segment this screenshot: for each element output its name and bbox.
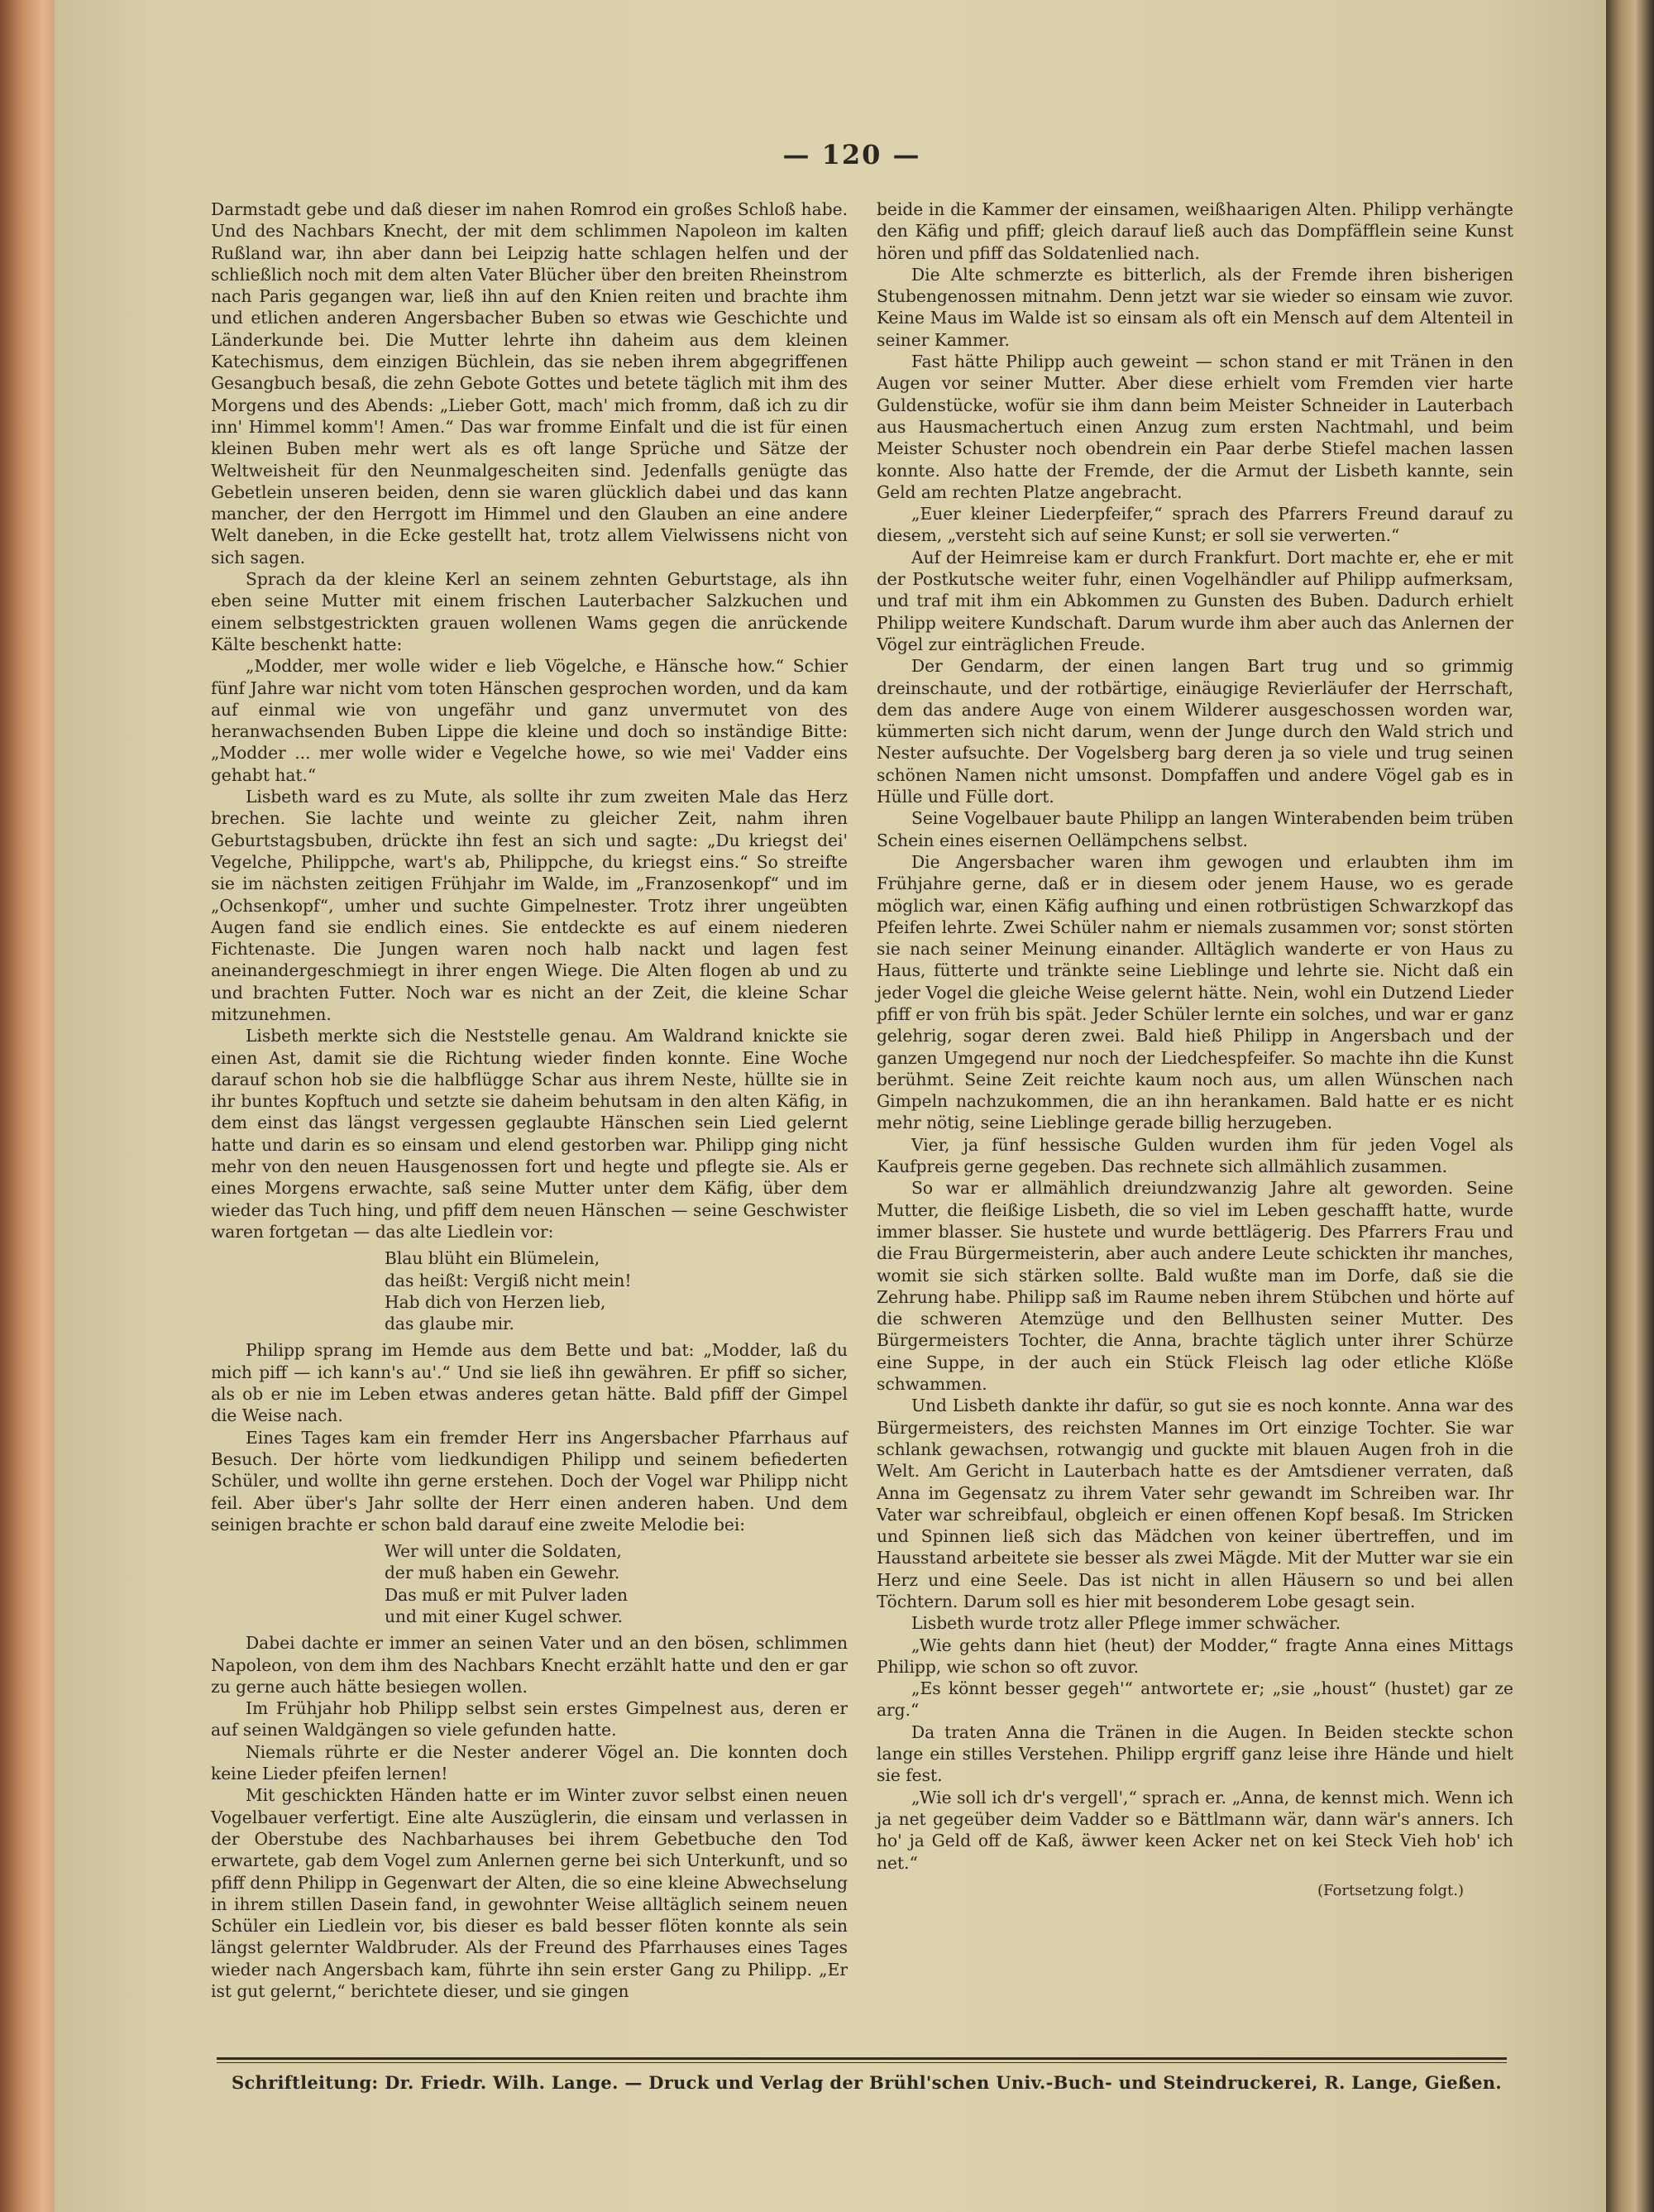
paragraph: Niemals rührte er die Nester anderer Vögel an. Die konnten doch keine Lieder pfeifen lernen! <box>211 1741 848 1784</box>
paragraph: Sprach da der kleine Kerl an seinem zehnten Geburtstage, als ihn eben seine Mutter mit einem frischen Lauterbacher Salzkuchen und einem selbstgestrickten grauen wollenen Wams gegen die anrückende Kälte beschenkt hatte: <box>211 569 848 654</box>
paragraph: Lisbeth ward es zu Mute, als sollte ihr zum zweiten Male das Herz brechen. Sie lachte und weinte zu gleicher Zeit, nahm ihren Geburtstagsbuben, drückte ihn fest an sich und sagte: „Du kriegst dei' Vegelche, Philippche, wart's ab, Philippche, du kriegst eins.“ So streifte sie im nächsten zeitigen Frühjahr im Walde, im „Franzosenkopf“ und im „Ochsenkopf“, umher und suchte Gimpelnester. Trotz ihrer ungeübten Augen fand sie endlich eines. Sie entdeckte es auf einem niederen Fichtenaste. Die Jungen waren noch halb nackt und lagen fest aneinandergeschmiegt in ihrer engen Wiege. Die Alten flogen ab und zu und brachten Futter. Noch war es nicht an der Zeit, die kleine Schar mitzunehmen. <box>211 787 848 1024</box>
paragraph: Eines Tages kam ein fremder Herr ins Angersbacher Pfarrhaus auf Besuch. Der hörte vom liedkundigen Philipp und seinem befiederten Schüler, und wollte ihn gerne erstehen. Doch der Vogel war Philipp nicht feil. Aber über's Jahr sollte der Herr einen anderen haben. Und dem seinigen brachte er schon bald darauf eine zweite Melodie bei: <box>211 1427 848 1535</box>
verse-line: das glaube mir. <box>385 1314 514 1334</box>
footer-rule <box>217 2057 1507 2063</box>
paragraph: „Modder, mer wolle wider e lieb Vögelche, e Hänsche how.“ Schier fünf Jahre war nicht vom toten Hänschen gesprochen worden, und da kam auf einmal wie von ungefähr und ganz unvermutet von des heranwachsenden Buben Lippe die kleine und doch so inständige Bitte: „Modder ... mer wolle wider e Vegelche howe, so wie mei' Vadder eins gehabt hat.“ <box>211 656 848 785</box>
verse-line: und mit einer Kugel schwer. <box>385 1606 624 1626</box>
paragraph: Auf der Heimreise kam er durch Frankfurt. Dort machte er, ehe er mit der Postkutsche weiter fuhr, einen Vogelhändler auf Philipp aufmerksam, und traf mit ihm ein Abkommen zu Gunsten des Buben. Dadurch erhielt Philipp weitere Kundschaft. Darum wurde ihm aber auch das Anlernen der Vögel zur einträglichen Freude. <box>877 547 1513 654</box>
verse-line: Das muß er mit Pulver laden <box>385 1584 629 1605</box>
paragraph: Darmstadt gebe und daß dieser im nahen Romrod ein großes Schloß habe. Und des Nachbars Knecht, der mit dem schlimmen Napoleon im kalten Rußland war, ihn aber dann bei Leipzig hatte schlagen helfen und der schließlich noch mit dem alten Vater Blücher über den breiten Rheinstrom nach Paris gegangen war, ließ ihn auf den Knien reiten und brachte ihm und etlichen anderen Angersbacher Buben so etwas wie Geschichte und Länderkunde bei. Die Mutter lehrte ihn daheim aus dem kleinen Katechismus, dem einzigen Büchlein, das sie neben ihrem abgegriffenen Gesangbuch besaß, die zehn Gebote Gottes und betete täglich mit ihm des Morgens und des Abends: „Lieber Gott, mach' mich fromm, daß ich zu dir inn' Himmel komm'! Amen.“ Das war fromme Einfalt und die ist für einen kleinen Buben mehr wert als es oft lange Sprüche und Sätze der Weltweisheit für den Neunmalgescheiten sind. Jedenfalls genügte das Gebetlein unseren beiden, denn sie waren glücklich dabei und das kann mancher, der den Herrgott im Himmel und den Glauben an eine andere Welt daneben, in die Ecke gestellt hat, trotz allem Vielwissens nicht von sich sagen. <box>211 199 848 567</box>
paragraph: Da traten Anna die Tränen in die Augen. In Beiden steckte schon lange ein stilles Verstehen. Philipp ergriff ganz leise ihre Hände und hielt sie fest. <box>877 1721 1513 1786</box>
paragraph: „Euer kleiner Liederpfeifer,“ sprach des Pfarrers Freund darauf zu diesem, „versteht sich auf seine Kunst; er soll sie verwerten.“ <box>877 504 1513 546</box>
page-number: — 120 — <box>782 139 921 170</box>
paragraph: Und Lisbeth dankte ihr dafür, so gut sie es noch konnte. Anna war des Bürgermeisters, des reichsten Mannes im Ort einzige Tochter. Sie war schlank gewachsen, rotwangig und guckte mit blauen Augen froh in die Welt. Am Gericht in Lauterbach hatte es der Amtsdiener verraten, daß Anna im Gegensatz zu ihrem Vater sehr gewandt im Schreiben war. Ihr Vater war schreibfaul, obgleich er einen offenen Kopf besaß. Im Stricken und Spinnen ließ sich das Mädchen von keiner übertreffen, und im Hausstand arbeitete sie besser als zwei Mägde. Mit der Mutter war sie ein Herz und eine Seele. Das ist nicht in allen Häusern so und bei allen Töchtern. Darum soll es hier mit besonderem Lobe gesagt sein. <box>877 1396 1513 1611</box>
verse-line: Wer will unter die Soldaten, <box>385 1541 622 1562</box>
paragraph: Im Frühjahr hob Philipp selbst sein erstes Gimpelnest aus, deren er auf seinen Waldgängen so viele gefunden hatte. <box>211 1698 848 1740</box>
continuation-note: (Fortsetzung folgt.) <box>1317 1881 1464 1899</box>
paragraph: Der Gendarm, der einen langen Bart trug und so grimmig dreinschaute, und der rotbärtige, einäugige Revierläufer der Herrschaft, dem das andere Auge von einem Wilderer ausgeschossen worden war, kümmerten sich nicht darum, wenn der Junge durch den Wald strich und Nester aufsuchte. Der Vogelsberg barg deren ja so viele und trug seinen schönen Namen nicht umsonst. Dompfaffen und andere Vögel gab es in Hülle und Fülle dort. <box>877 656 1513 807</box>
verse-block <box>385 1540 848 1627</box>
imprint-footer: Schriftleitung: Dr. Friedr. Wilh. Lange. — Druck und Verlag der Brühl'schen Univ.-Buch- und Steindruckerei, R. Lange, Gießen. <box>232 2072 1502 2093</box>
verse-line: der muß haben ein Gewehr. <box>385 1563 620 1583</box>
right-column <box>877 199 1513 1902</box>
left-column <box>211 199 848 2002</box>
paragraph: Dabei dachte er immer an seinen Vater und an den bösen, schlimmen Napoleon, von dem ihm des Nachbars Knecht erzählt hatte und den er gar zu gerne auch hätte besiegen wollen. <box>211 1633 848 1697</box>
paragraph: So war er allmählich dreiundzwanzig Jahre alt geworden. Seine Mutter, die fleißige Lisbeth, die so viel im Leben geschafft hatte, wurde immer blasser. Sie hustete und wurde bettlägerig. Des Pfarrers Frau und die Frau Bürgermeisterin, aber auch andere Leute schickten ihr manches, womit sie sich stärken sollte. Bald wußte man im Dorfe, daß sie die Zehrung habe. Philipp saß im Raume neben ihrem Stübchen und hörte auf die schweren Atemzüge und den Bellhusten seiner Mutter. Des Bürgermeisters Tochter, die Anna, brachte täglich unter ihrer Schürze eine Suppe, in der auch ein Stück Fleisch lag oder etliche Klöße schwammen. <box>877 1178 1513 1395</box>
paragraph: Lisbeth merkte sich die Neststelle genau. Am Waldrand knickte sie einen Ast, damit sie die Richtung wieder finden konnte. Eine Woche darauf schon hob sie die halbflügge Schar aus ihrem Neste, hüllte sie in ihr buntes Kopftuch und setzte sie daheim behutsam in den alten Käfig, in dem einst das längst vergessen geglaubte Hänschen sein Lied gelernt hatte und darin es so einsam und elend gestorben war. Philipp ging nicht mehr von den neuen Hausgenossen fort und hegte und pflegte sie. Als er eines Morgens erwachte, saß seine Mutter unter dem Käfig, über dem wieder das Tuch hing, und pfiff dem neuen Hänschen — seine Geschwister waren fortgetan — das alte Liedlein vor: <box>211 1026 848 1242</box>
paragraph: „Es könnt besser gegeh'“ antwortete er; „sie „houst“ (hustet) gar ze arg.“ <box>877 1678 1513 1721</box>
paragraph: Fast hätte Philipp auch geweint — schon stand er mit Tränen in den Augen vor seiner Mutter. Aber diese erhielt vom Fremden vier harte Guldenstücke, wofür sie ihm dann beim Meister Schneider in Lauterbach aus Hausmachertuch einen Anzug zum ersten Nachtmahl, und beim Meister Schuster noch obendrein ein Paar derbe Stiefel machen lassen konnte. Also hatte der Fremde, der die Armut der Lisbeth kannte, sein Geld am rechten Platze angebracht. <box>877 352 1513 502</box>
paragraph: Philipp sprang im Hemde aus dem Bette und bat: „Modder, laß du mich piff — ich kann's au'.“ Und sie ließ ihn gewähren. Er pfiff so sicher, als ob er nie im Leben etwas anderes getan hätte. Bald pfiff der Gimpel die Weise nach. <box>211 1340 848 1426</box>
verse-line: Blau blüht ein Blümelein, <box>385 1248 600 1269</box>
paragraph: Seine Vogelbauer baute Philipp an langen Winterabenden beim trüben Schein eines eisernen Oellämpchens selbst. <box>877 808 1513 850</box>
paragraph: Lisbeth wurde trotz aller Pflege immer schwächer. <box>911 1613 1341 1634</box>
paragraph: Vier, ja fünf hessische Gulden wurden ihm für jeden Vogel als Kaufpreis gerne gegeben. Das rechnete sich allmählich zusammen. <box>877 1134 1513 1177</box>
paragraph: beide in die Kammer der einsamen, weißhaarigen Alten. Philipp verhängte den Käfig und pfiff; gleich darauf ließ auch das Dompfäfflein seine Kunst hören und pfiff das Soldatenlied nach. <box>877 199 1513 263</box>
paragraph: Die Alte schmerzte es bitterlich, als der Fremde ihren bisherigen Stubengenossen mitnahm. Denn jetzt war sie wieder so einsam wie zuvor. Keine Maus im Walde ist so einsam als oft ein Mensch auf dem Altenteil in seiner Kammer. <box>877 264 1513 350</box>
verse-line: Hab dich von Herzen lieb, <box>385 1291 606 1312</box>
paragraph: Mit geschickten Händen hatte er im Winter zuvor selbst einen neuen Vogelbauer verfertigt. Eine alte Auszüglerin, die einsam und verlassen in der Oberstube des Nachbarhauses bei ihrem Gebetbuche den Tod erwartete, gab dem Vogel zum Anlernen gerne bei sich Unterkunft, und so pfiff denn Philipp in Gegenwart der Alten, die so eine kleine Abwechselung in ihrem stillen Dasein fand, in gewohnter Weise alltäglich seinem neuen Schüler ein Liedlein vor, bis dieser es bald besser flöten konnte als sein längst gelernter Waldbruder. Als der Freund des Pfarrhauses eines Tages wieder nach Angersbach kam, führte ihn sein erster Gang zu Philipp. „Er ist gut gelernt,“ berichtete dieser, und sie gingen <box>211 1785 848 2002</box>
page-edge <box>1606 0 1654 2212</box>
paragraph: „Wie soll ich dr's vergell',“ sprach er. „Anna, de kennst mich. Wenn ich ja net gegeüber deim Vadder so e Bättlmann wär, dann wär's anners. Ich ho' ja Geld off de Kaß, äwwer keen Acker net on kei Steck Vieh hob' ich net.“ <box>877 1787 1513 1873</box>
paragraph: „Wie gehts dann hiet (heut) der Modder,“ fragte Anna eines Mittags Philipp, wie schon so oft zuvor. <box>877 1635 1513 1677</box>
book-binding <box>0 0 58 2212</box>
verse-line: das heißt: Vergiß nicht mein! <box>385 1270 632 1290</box>
paragraph: Die Angersbacher waren ihm gewogen und erlaubten ihm im Frühjahre gerne, daß er in diesem oder jenem Hause, wo es gerade möglich war, einen Käfig aufhing und einen rotbrüstigen Schwarzkopf das Pfeifen lehrte. Zwei Schüler nahm er niemals zusammen vor; sonst störten sie nach seiner Meinung einander. Alltäglich wanderte er von Haus zu Haus, fütterte und tränkte seine Lieblinge und lehrte sie. Nicht daß ein jeder Vogel die gleiche Weise gelernt hätte. Nein, wohl ein Dutzend Lieder pfiff er von früh bis spät. Jeder Schüler lernte ein solches, und war er ganz gelehrig, sogar deren zwei. Bald hieß Philipp in Angersbach und der ganzen Umgegend nur noch der Liedchespfeifer. So machte ihn die Kunst berühmt. Seine Zeit reichte kaum noch aus, um allen Wünschen nach Gimpeln nachzukommen, die an ihn herankamen. Bald hatte er es nicht mehr nötig, seine Lieblinge gerade billig herzugeben. <box>877 851 1513 1133</box>
verse-block <box>385 1247 848 1334</box>
